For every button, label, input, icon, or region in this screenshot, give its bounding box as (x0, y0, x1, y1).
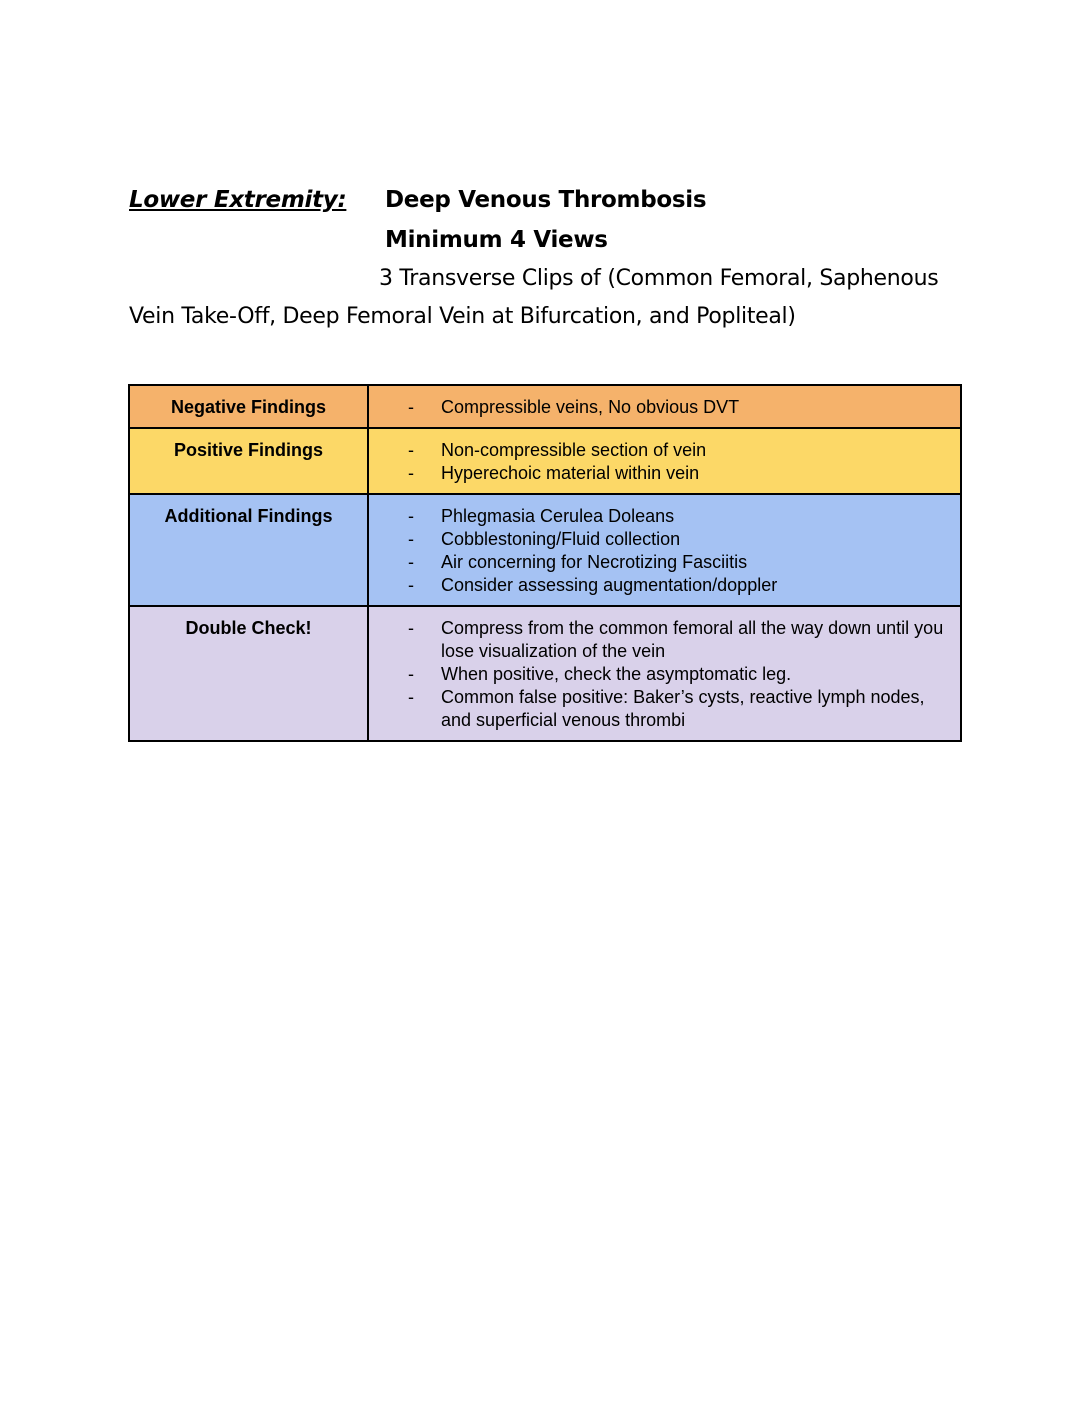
list-item (369, 617, 946, 663)
list-item-text: Air concerning for Necrotizing Fasciitis (441, 552, 748, 572)
list-item-text: Hyperechoic material within vein (441, 463, 700, 483)
bullet-dash: - (408, 397, 414, 417)
list-item (369, 396, 946, 419)
list-item (369, 439, 946, 462)
bullet-dash: - (408, 664, 414, 684)
findings-row-negative (129, 385, 961, 428)
header-title-line (129, 180, 969, 220)
bullet-dash: - (408, 440, 414, 460)
bullet-dash: - (408, 463, 414, 483)
document-header (129, 180, 969, 336)
findings-row-positive (129, 428, 961, 494)
list-item-text: Cobblestoning/Fluid collection (441, 529, 681, 549)
list-item-text: Compressible veins, No obvious DVT (441, 397, 740, 417)
list-item-text: Phlegmasia Cerulea Doleans (441, 506, 675, 526)
list-item-text: When positive, check the asymptomatic leg. (441, 664, 792, 684)
row-label: Negative Findings (129, 385, 368, 428)
list-item (369, 462, 946, 485)
bullet-dash: - (408, 618, 414, 638)
findings-list (369, 505, 946, 597)
findings-row-additional (129, 494, 961, 606)
findings-row-double-check (129, 606, 961, 741)
list-item (369, 551, 946, 574)
list-item (369, 686, 946, 732)
row-label: Additional Findings (129, 494, 368, 606)
bullet-dash: - (408, 552, 414, 572)
row-items (368, 494, 961, 606)
list-item (369, 574, 946, 597)
row-items (368, 606, 961, 741)
list-item (369, 663, 946, 686)
views-detail: 3 Transverse Clips of (Common Femoral, Saphenous Vein Take-Off, Deep Femoral Vein at Bifurcation, and Popliteal) (129, 266, 939, 329)
bullet-dash: - (408, 687, 414, 707)
minimum-views: Minimum 4 Views (385, 227, 608, 253)
list-item-text: Consider assessing augmentation/doppler (441, 575, 778, 595)
list-item (369, 528, 946, 551)
findings-list (369, 617, 946, 732)
list-item-text: Compress from the common femoral all the way down until you lose visualization of the vein (441, 618, 944, 661)
row-items (368, 385, 961, 428)
row-label: Double Check! (129, 606, 368, 741)
list-item (369, 505, 946, 528)
bullet-dash: - (408, 506, 414, 526)
list-item-text: Non-compressible section of vein (441, 440, 707, 460)
row-label: Positive Findings (129, 428, 368, 494)
list-item-text: Common false positive: Baker’s cysts, reactive lymph nodes, and superficial venous thrombi (441, 687, 925, 730)
bullet-dash: - (408, 575, 414, 595)
findings-table (128, 384, 962, 742)
section-label: Lower Extremity: (129, 187, 347, 213)
bullet-dash: - (408, 529, 414, 549)
findings-list (369, 396, 946, 419)
row-items (368, 428, 961, 494)
findings-list (369, 439, 946, 485)
topic-title: Deep Venous Thrombosis (385, 187, 707, 213)
